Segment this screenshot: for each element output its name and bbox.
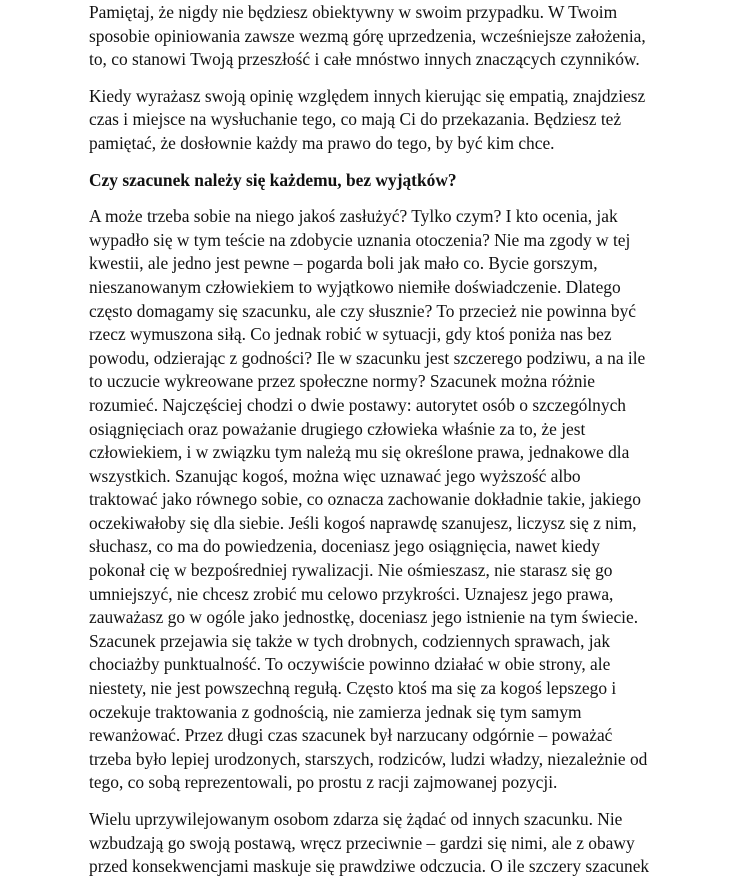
paragraph-line: kwestii, ale jedno jest pewne – pogarda boli jak mało co. Bycie gorszym, bbox=[89, 253, 598, 274]
paragraph-line: pamiętać, że dosłownie każdy ma prawo do tego, by być kim chce. bbox=[89, 132, 555, 153]
paragraph-line: sposobie opiniowania zawsze wezmą górę uprzedzenia, wcześniejsze założenia, bbox=[89, 25, 646, 46]
paragraph-line: powodu, odzierając z godności? Ile w szacunku jest szczerego podziwu, a na ile bbox=[89, 347, 646, 368]
paragraph-3 bbox=[89, 205, 679, 795]
document-page bbox=[89, 0, 679, 879]
paragraph-line: wypadło się w tym teście na zdobycie uznania otoczenia? Nie ma zgody w tej bbox=[89, 229, 631, 250]
paragraph-line: A może trzeba sobie na niego jakoś zasłużyć? Tylko czym? I kto ocenia, jak bbox=[89, 206, 618, 227]
paragraph-line: czas i miejsce na wysłuchanie tego, co mają Ci do przekazania. Będziesz też bbox=[89, 109, 622, 130]
paragraph-line: to uczucie wykreowane przez społeczne normy? Szacunek można różnie bbox=[89, 371, 596, 392]
paragraph-line: Kiedy wyrażasz swoją opinię względem innych kierując się empatią, znajdziesz bbox=[89, 85, 646, 106]
section-heading bbox=[89, 169, 679, 193]
paragraph-line: oczekuje traktowania z godnością, nie zamierza jednak się tym samym bbox=[89, 701, 582, 722]
paragraph-line: rozumieć. Najczęściej chodzi o dwie postawy: autorytet osób o szczególnych bbox=[89, 394, 626, 415]
paragraph-1 bbox=[89, 1, 679, 72]
paragraph-line: wszystkich. Szanując kogoś, można więc uznawać jego wyższość albo bbox=[89, 465, 581, 486]
paragraph-line: traktować jako równego sobie, co oznacza zachowanie dokładnie takie, jakiego bbox=[89, 489, 641, 510]
heading-text: Czy szacunek należy się każdemu, bez wyjątków? bbox=[89, 169, 457, 190]
paragraph-line: umniejszyć, nie chcesz zrobić mu celowo przykrości. Uznajesz jego prawa, bbox=[89, 583, 614, 604]
paragraph-line: Szacunek przejawia się także w tych drobnych, codziennych sprawach, jak bbox=[89, 630, 611, 651]
paragraph-line: oczekiwałoby się dla siebie. Jeśli kogoś naprawdę szanujesz, liczysz się z nim, bbox=[89, 512, 637, 533]
paragraph-line: rzecz wymuszona siłą. Co jednak robić w sytuacji, gdy ktoś poniża nas bez bbox=[89, 324, 612, 345]
paragraph-line: Wielu uprzywilejowanym osobom zdarza się żądać od innych szacunku. Nie bbox=[89, 809, 623, 829]
paragraph-line: zauważasz go w ogóle jako jednostkę, doceniasz jego istnienie na tym świecie. bbox=[89, 607, 639, 628]
paragraph-line: chociażby punktualność. To oczywiście powinno działać w obie strony, ale bbox=[89, 654, 611, 675]
paragraph-line: człowiekiem, i w związku tym należą mu się określone prawa, jednakowe dla bbox=[89, 442, 630, 463]
paragraph-line: niestety, nie jest powszechną regułą. Często ktoś ma się za kogoś lepszego i bbox=[89, 678, 617, 699]
paragraph-line: wzbudzają go swoją postawą, wręcz przeciwnie – gardzi się nimi, ale z obawy bbox=[89, 832, 635, 853]
paragraph-line: osiągnięciach oraz poważanie drugiego człowieka właśnie za to, że jest bbox=[89, 418, 586, 439]
paragraph-line: trzeba było lepiej urodzonych, starszych, rodziców, ludzi władzy, niezależnie od bbox=[89, 748, 648, 769]
paragraph-line: pokonał cię w bezpośredniej rywalizacji. Nie ośmieszasz, nie starasz się go bbox=[89, 560, 613, 581]
paragraph-4 bbox=[89, 808, 679, 879]
paragraph-line: Pamiętaj, że nigdy nie będziesz obiektywny w swoim przypadku. W Twoim bbox=[89, 2, 618, 22]
paragraph-line: to, co stanowi Twoją przeszłość i całe mnóstwo innych znaczących czynników. bbox=[89, 49, 640, 70]
paragraph-line: rewanżować. Przez długi czas szacunek był narzucany odgórnie – poważać bbox=[89, 725, 613, 746]
paragraph-line: często domagamy się szacunku, ale czy słusznie? To przecież nie powinna być bbox=[89, 300, 637, 321]
paragraph-line: przed konsekwencjami maskuje się prawdziwe odczucia. O ile szczery szacunek bbox=[89, 856, 650, 877]
paragraph-line: nieszanowanym człowiekiem to wyjątkowo niemiłe doświadczenie. Dlatego bbox=[89, 276, 621, 297]
paragraph-2 bbox=[89, 85, 679, 156]
paragraph-line: tego, co sobą reprezentowali, po prostu z racji zajmowanej pozycji. bbox=[89, 772, 558, 793]
paragraph-line: słuchasz, co ma do powiedzenia, doceniasz jego osiągnięcia, nawet kiedy bbox=[89, 536, 600, 557]
